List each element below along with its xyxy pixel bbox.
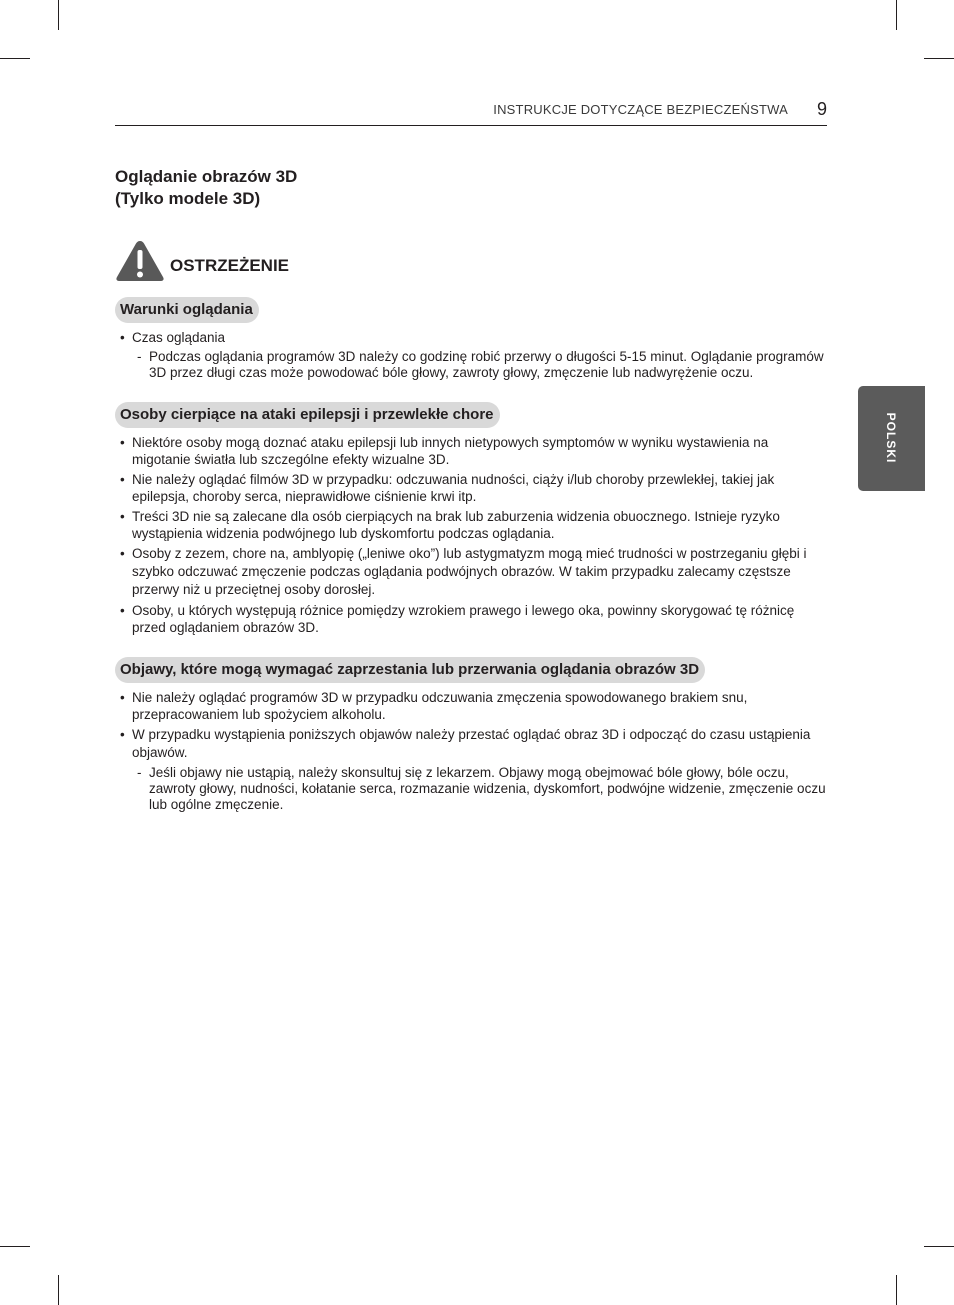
list-item-text: Nie należy oglądać programów 3D w przypadku odczuwania zmęczenia spowodowanego brakiem snu, przepracowaniem lub spożyciem alkoholu. bbox=[132, 690, 748, 722]
crop-mark bbox=[924, 1246, 954, 1247]
sub-list-item-text: Podczas oglądania programów 3D należy co godzinę robić przerwy o długości 5-15 minut. Oglądanie programów 3D przez długi czas może powodować bóle głowy, zawroty głowy, zmęczenie lub nadwyrężenie oczu. bbox=[149, 349, 824, 380]
page-title bbox=[115, 166, 830, 210]
crop-mark bbox=[0, 58, 30, 59]
crop-mark bbox=[58, 1275, 59, 1305]
page-title-line1: Oglądanie obrazów 3D bbox=[115, 167, 298, 186]
sub-list-item bbox=[132, 765, 830, 813]
warning-triangle-icon bbox=[115, 239, 165, 283]
bullet-icon: • bbox=[120, 727, 125, 742]
list-item-text: Niektóre osoby mogą doznać ataku epilepsji lub innych nietypowych symptomów w wyniku wystawienia na migotanie światła lub szczególne efekty wizualne 3D. bbox=[132, 435, 769, 467]
language-tab-label: POLSKI bbox=[884, 412, 898, 464]
section-heading: Objawy, które mogą wymagać zaprzestania lub przerwania oglądania obrazów 3D bbox=[115, 657, 705, 683]
list-item bbox=[115, 726, 830, 813]
sub-list-item bbox=[132, 349, 830, 381]
bullet-list bbox=[115, 329, 830, 381]
list-item bbox=[115, 329, 830, 381]
bullet-icon: • bbox=[120, 330, 125, 345]
list-item bbox=[115, 545, 830, 599]
bullet-list bbox=[115, 689, 830, 813]
sub-list bbox=[132, 765, 830, 813]
bullet-icon: • bbox=[120, 435, 125, 450]
crop-mark bbox=[58, 0, 59, 30]
warning-label: OSTRZEŻENIE bbox=[170, 256, 290, 275]
list-item bbox=[115, 508, 830, 542]
sub-list bbox=[132, 349, 830, 381]
list-item-text: Czas oglądania bbox=[132, 330, 226, 345]
bullet-icon: • bbox=[120, 546, 125, 561]
page-content bbox=[115, 166, 830, 816]
bullet-icon: • bbox=[120, 472, 125, 487]
list-item-text: Nie należy oglądać filmów 3D w przypadku: odczuwania nudności, ciąży i/lub choroby przewlekłej, takiej jak epilepsja, choroby serca, nieprawidłowe ciśnienie krwi itp. bbox=[132, 472, 775, 504]
page-title-line2: (Tylko modele 3D) bbox=[115, 189, 261, 208]
crop-mark bbox=[0, 1246, 30, 1247]
list-item-text: Osoby, u których występują różnice pomiędzy wzrokiem prawego i lewego oka, powinny skorygować tę różnicę przed oglądaniem obrazów 3D. bbox=[132, 603, 795, 635]
section-heading: Osoby cierpiące na ataki epilepsji i przewlekłe chore bbox=[115, 402, 500, 428]
section-viewing-conditions bbox=[115, 297, 830, 381]
list-item bbox=[115, 471, 830, 505]
language-tab bbox=[858, 386, 925, 491]
bullet-icon: • bbox=[120, 690, 125, 705]
section-heading: Warunki oglądania bbox=[115, 297, 259, 323]
warning-banner bbox=[115, 239, 830, 283]
header-divider bbox=[115, 125, 827, 126]
bullet-icon: • bbox=[120, 509, 125, 524]
crop-mark bbox=[924, 58, 954, 59]
list-item-text: Osoby z zezem, chore na, amblyopię („leniwe oko”) lub astygmatyzm mogą mieć trudności w postrzeganiu głębi i szybko odczuwać zmęczenie podczas oglądania podwójnych obrazów. W takim przypadku zalecamy częstsze przerwy niż u przeciętnej osoby dorosłej. bbox=[132, 546, 807, 597]
crop-mark bbox=[896, 0, 897, 30]
section-epilepsy bbox=[115, 402, 830, 636]
list-item bbox=[115, 689, 830, 723]
list-item bbox=[115, 602, 830, 636]
list-item bbox=[115, 434, 830, 468]
dash-icon: - bbox=[137, 765, 142, 780]
section-symptoms bbox=[115, 657, 830, 813]
list-item-text: Treści 3D nie są zalecane dla osób cierpiących na brak lub zaburzenia widzenia obuocznego. Istnieje ryzyko wystąpienia widzenia podwójnego lub dyskomfortu podczas oglądania. bbox=[132, 509, 780, 541]
bullet-list bbox=[115, 434, 830, 636]
running-header: INSTRUKCJE DOTYCZĄCE BEZPIECZEŃSTWA bbox=[493, 102, 788, 117]
dash-icon: - bbox=[137, 349, 142, 364]
page-number: 9 bbox=[817, 99, 828, 119]
list-item-text: W przypadku wystąpienia poniższych objawów należy przestać oglądać obraz 3D i odpocząć do czasu ustąpienia objawów. bbox=[132, 727, 811, 760]
crop-mark bbox=[896, 1275, 897, 1305]
bullet-icon: • bbox=[120, 603, 125, 618]
sub-list-item-text: Jeśli objawy nie ustąpią, należy skonsultuj się z lekarzem. Objawy mogą obejmować bóle głowy, bóle oczu, zawroty głowy, nudności, kołatanie serca, rozmazanie widzenia, dyskomfort, podwójne widzenie, zmęczenie oczu lub ogólne zmęczenie. bbox=[149, 765, 826, 812]
